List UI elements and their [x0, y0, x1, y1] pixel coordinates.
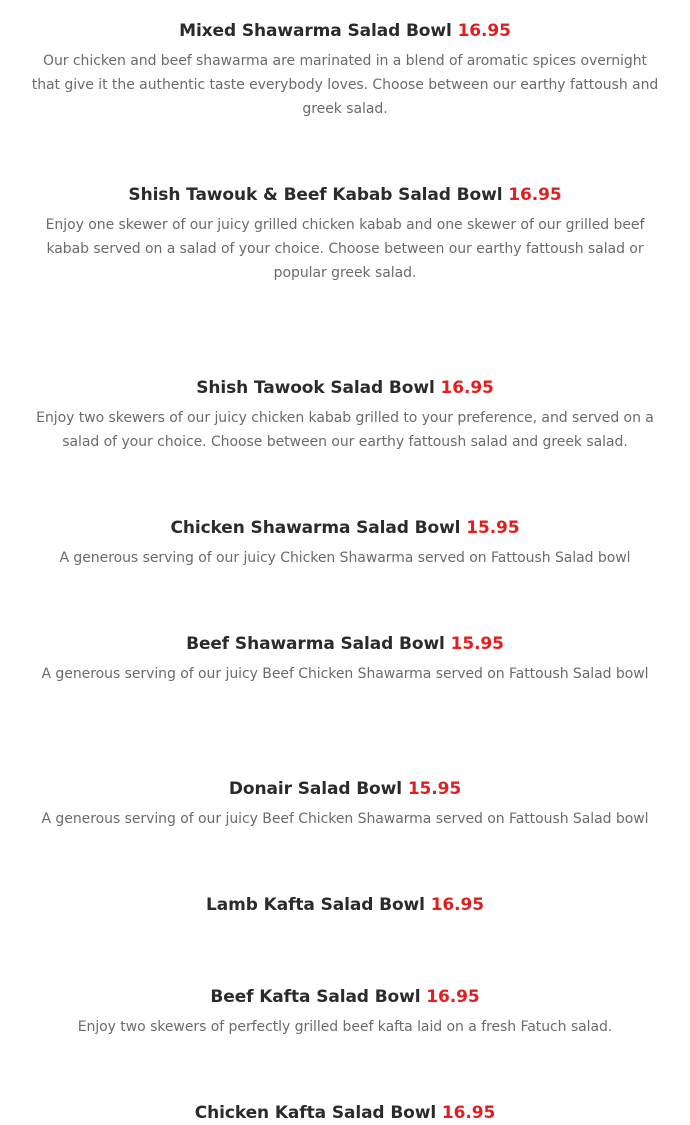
item-description: Our chicken and beef shawarma are marinated in a blend of aromatic spices overnight that give it the authentic taste everybody loves. Choose between our earthy fattoush and greek salad. — [31, 53, 659, 117]
item-name: Mixed Shawarma Salad Bowl — [179, 21, 452, 41]
item-price: 16.95 — [508, 185, 562, 205]
item-price: 15.95 — [466, 518, 520, 538]
menu-item-chicken-shawarma-salad-bowl — [0, 516, 690, 570]
menu-item-donair-salad-bowl — [0, 777, 690, 831]
item-title — [0, 985, 690, 1009]
menu-item-beef-shawarma-salad-bowl — [0, 632, 690, 686]
item-title — [0, 1101, 690, 1125]
item-name: Lamb Kafta Salad Bowl — [206, 895, 425, 915]
item-price: 16.95 — [430, 895, 484, 915]
item-price: 16.95 — [440, 378, 494, 398]
menu-item-mixed-shawarma-salad-bowl — [0, 19, 690, 121]
item-name: Shish Tawook Salad Bowl — [196, 378, 435, 398]
item-name: Donair Salad Bowl — [228, 779, 402, 799]
item-name: Chicken Kafta Salad Bowl — [194, 1103, 437, 1123]
item-price: 16.95 — [441, 1103, 496, 1123]
item-description: Enjoy two skewers of perfectly grilled beef kafta laid on a fresh Fatuch salad. — [77, 1019, 613, 1035]
item-description: Enjoy two skewers of our juicy chicken kabab grilled to your preference, and served on a salad of your choice. Choose between our earthy fattoush salad and greek salad. — [36, 410, 654, 450]
menu-item-beef-kafta-salad-bowl — [0, 985, 690, 1039]
item-title — [0, 632, 690, 656]
menu-item-chicken-kafta-salad-bowl — [0, 1101, 690, 1125]
menu-item-shish-tawouk-beef-kabab-salad-bowl — [0, 183, 690, 285]
item-price: 15.95 — [407, 779, 462, 799]
item-name: Chicken Shawarma Salad Bowl — [170, 518, 461, 538]
item-description: A generous serving of our juicy Beef Chicken Shawarma served on Fattoush Salad bowl — [41, 666, 649, 682]
menu-item-lamb-kafta-salad-bowl — [0, 893, 690, 917]
item-description: A generous serving of our juicy Chicken Shawarma served on Fattoush Salad bowl — [59, 550, 631, 566]
item-description: Enjoy one skewer of our juicy grilled chicken kabab and one skewer of our grilled beef kabab served on a salad of your choice. Choose between our earthy fattoush salad or popular greek salad. — [45, 217, 645, 281]
item-name: Shish Tawouk & Beef Kabab Salad Bowl — [128, 185, 503, 205]
menu-item-shish-tawook-salad-bowl — [0, 376, 690, 454]
item-title — [0, 183, 690, 207]
item-name: Beef Kafta Salad Bowl — [210, 987, 421, 1007]
item-name: Beef Shawarma Salad Bowl — [186, 634, 445, 654]
item-title — [0, 516, 690, 540]
item-title — [0, 19, 690, 43]
item-title — [0, 777, 690, 801]
item-price: 16.95 — [426, 987, 480, 1007]
item-description: A generous serving of our juicy Beef Chicken Shawarma served on Fattoush Salad bowl — [41, 811, 649, 827]
item-price: 16.95 — [457, 21, 511, 41]
item-price: 15.95 — [450, 634, 504, 654]
item-title — [0, 376, 690, 400]
item-title — [0, 893, 690, 917]
